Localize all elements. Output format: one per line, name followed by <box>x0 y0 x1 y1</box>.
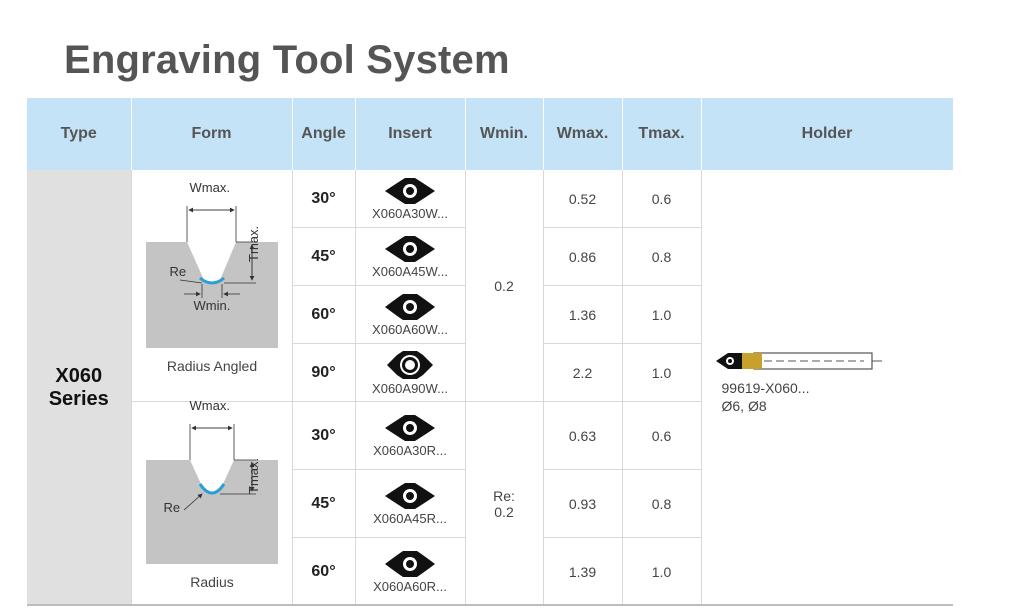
wmin-value-radius <box>465 402 543 606</box>
angle-value: 90° <box>292 344 355 402</box>
dim-wmax-label: Wmax. <box>189 398 230 413</box>
form-caption-radius: Radius <box>190 574 234 590</box>
holder-code: 99619-X060... <box>721 380 810 396</box>
form-radius-angled <box>131 170 292 402</box>
angle-value: 60° <box>292 538 355 606</box>
insert-cell <box>355 228 465 286</box>
header-type: Type <box>27 98 131 170</box>
insert-code: X060A45R... <box>373 510 447 526</box>
series-cell <box>27 170 131 606</box>
insert-cell <box>355 538 465 606</box>
header-wmax: Wmax. <box>543 98 622 170</box>
angle-value: 45° <box>292 228 355 286</box>
insert-code: X060A60W... <box>372 321 448 337</box>
header-tmax: Tmax. <box>622 98 701 170</box>
insert-code: X060A60R... <box>373 578 447 594</box>
wmin-value-angled: 0.2 <box>465 170 543 402</box>
insert-icon <box>381 414 439 442</box>
tmax-value: 1.0 <box>622 286 701 344</box>
insert-icon <box>381 235 439 263</box>
header-form: Form <box>131 98 292 170</box>
dim-tmax-label: Tmax. <box>245 457 261 494</box>
header-wmin: Wmin. <box>465 98 543 170</box>
tmax-value: 0.6 <box>622 170 701 228</box>
wmax-value: 0.93 <box>543 470 622 538</box>
insert-cell <box>355 286 465 344</box>
insert-code: X060A30W... <box>372 205 448 221</box>
insert-cell <box>355 402 465 470</box>
dim-re-label: Re <box>169 264 187 279</box>
tmax-value: 1.0 <box>622 344 701 402</box>
angle-value: 30° <box>292 402 355 470</box>
header-holder: Holder <box>701 98 953 170</box>
header-row <box>27 98 953 170</box>
series-name: X060 <box>55 364 103 387</box>
wmax-value: 2.2 <box>543 344 622 402</box>
insert-code: X060A90W... <box>372 380 448 396</box>
wmin-radius-label: Re: <box>493 487 515 504</box>
insert-icon <box>381 177 439 205</box>
series-label: Series <box>48 387 109 410</box>
insert-icon <box>381 350 439 380</box>
insert-cell <box>355 470 465 538</box>
form-radius <box>131 398 292 606</box>
page-title: Engraving Tool System <box>64 38 510 82</box>
table-bottom-border <box>27 604 953 606</box>
dim-wmin-label: Wmin. <box>193 298 231 313</box>
insert-cell <box>355 344 465 402</box>
dim-tmax-label: Tmax. <box>245 225 261 262</box>
table-row <box>27 170 953 228</box>
wmin-radius-value: 0.2 <box>494 503 514 520</box>
tmax-value: 0.8 <box>622 228 701 286</box>
header-angle: Angle <box>292 98 355 170</box>
spec-table <box>27 98 954 606</box>
insert-icon <box>381 482 439 510</box>
holder-diameters: Ø6, Ø8 <box>721 398 767 414</box>
insert-code: X060A45W... <box>372 263 448 279</box>
radius-diagram <box>132 414 293 574</box>
header-insert: Insert <box>355 98 465 170</box>
insert-icon <box>381 550 439 578</box>
tmax-value: 0.8 <box>622 470 701 538</box>
wmax-value: 1.39 <box>543 538 622 606</box>
tmax-value: 1.0 <box>622 538 701 606</box>
insert-code: X060A30R... <box>373 442 447 458</box>
wmax-value: 0.86 <box>543 228 622 286</box>
radius-angled-diagram <box>132 198 293 378</box>
wmax-value: 0.63 <box>543 402 622 470</box>
holder-cell <box>701 170 953 606</box>
holder-icon <box>714 350 884 372</box>
angle-value: 60° <box>292 286 355 344</box>
tmax-value: 0.6 <box>622 402 701 470</box>
angle-value: 30° <box>292 170 355 228</box>
dim-re-label: Re <box>163 500 181 515</box>
insert-icon <box>381 293 439 321</box>
dim-wmax-label: Wmax. <box>189 180 230 195</box>
form-caption-radius-angled: Radius Angled <box>166 358 258 374</box>
angle-value: 45° <box>292 470 355 538</box>
wmax-value: 0.52 <box>543 170 622 228</box>
wmax-value: 1.36 <box>543 286 622 344</box>
insert-cell <box>355 170 465 228</box>
